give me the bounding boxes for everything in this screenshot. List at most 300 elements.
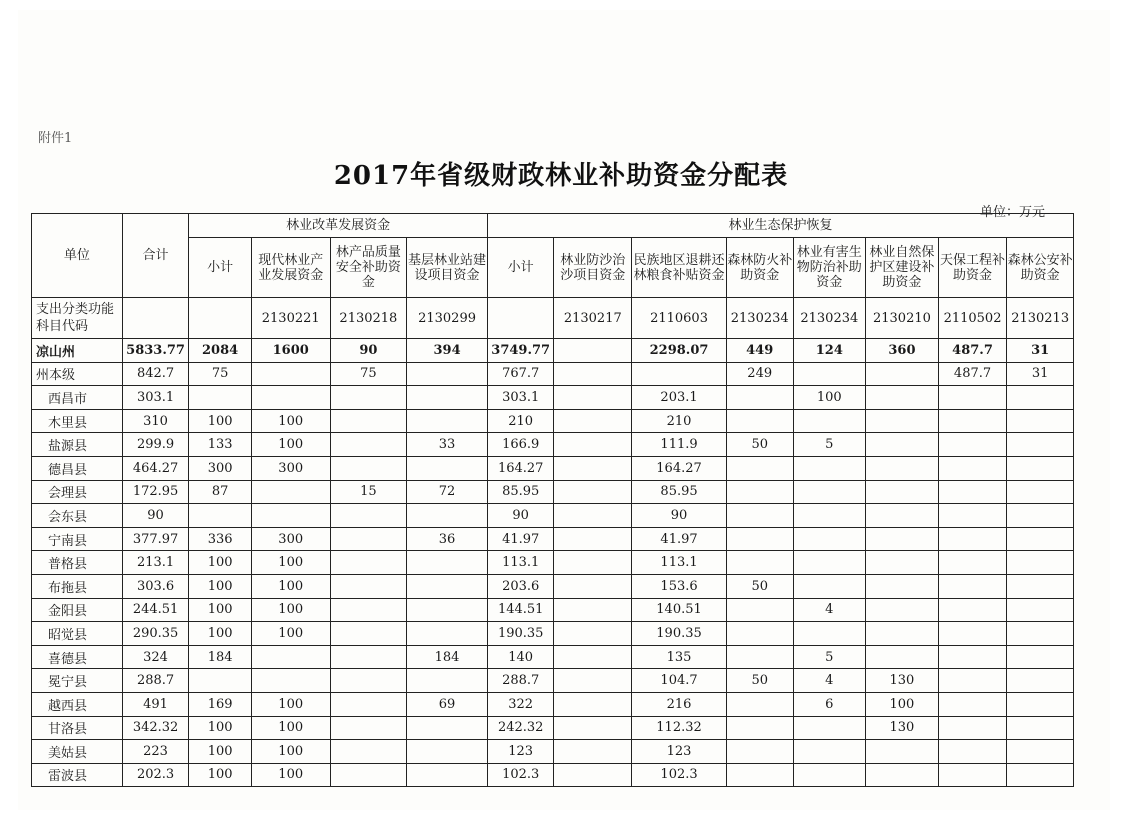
row-unit-name: 普格县: [32, 551, 123, 575]
table-cell: 360: [866, 339, 939, 363]
table-cell: 5: [793, 433, 866, 457]
table-cell: 100: [251, 433, 330, 457]
table-row: [32, 740, 1074, 764]
table-cell: 100: [251, 409, 330, 433]
table-cell: 100: [189, 716, 252, 740]
table-cell: 487.7: [938, 339, 1007, 363]
table-cell: [1007, 740, 1074, 764]
table-cell: [1007, 433, 1074, 457]
table-cell: [251, 669, 330, 693]
table-cell: [866, 645, 939, 669]
table-cell: [251, 362, 330, 386]
table-cell: [726, 527, 793, 551]
table-cell: [554, 692, 632, 716]
table-cell: 164.27: [487, 456, 554, 480]
table-cell: [554, 339, 632, 363]
table-cell: 36: [407, 527, 488, 551]
table-cell: [1007, 692, 1074, 716]
code-row-label: 支出分类功能科目代码: [32, 298, 123, 339]
table-cell: 124: [793, 339, 866, 363]
table-cell: 394: [407, 339, 488, 363]
table-cell: 113.1: [632, 551, 727, 575]
table-cell: 288.7: [122, 669, 189, 693]
table-cell: 123: [487, 740, 554, 764]
table-cell: [793, 716, 866, 740]
table-cell: [726, 386, 793, 410]
table-cell: 100: [251, 692, 330, 716]
table-cell: [330, 645, 407, 669]
table-cell: [251, 480, 330, 504]
table-cell: 464.27: [122, 456, 189, 480]
table-cell: 102.3: [487, 763, 554, 787]
table-cell: [1007, 669, 1074, 693]
table-cell: 164.27: [632, 456, 727, 480]
table-cell: 342.32: [122, 716, 189, 740]
table-cell: [866, 409, 939, 433]
table-cell: [330, 692, 407, 716]
row-unit-name: 雷波县: [32, 763, 123, 787]
table-cell: [407, 716, 488, 740]
table-cell: 135: [632, 645, 727, 669]
table-cell: [1007, 527, 1074, 551]
code-cell: [189, 298, 252, 339]
table-cell: 324: [122, 645, 189, 669]
table-cell: 100: [793, 386, 866, 410]
row-unit-name: 冕宁县: [32, 669, 123, 693]
table-cell: 41.97: [487, 527, 554, 551]
table-cell: [793, 409, 866, 433]
table-cell: 112.32: [632, 716, 727, 740]
table-cell: [554, 551, 632, 575]
table-cell: [1007, 456, 1074, 480]
table-cell: 72: [407, 480, 488, 504]
table-cell: 223: [122, 740, 189, 764]
table-cell: [330, 504, 407, 528]
table-cell: [554, 763, 632, 787]
table-cell: [1007, 622, 1074, 646]
table-cell: [938, 716, 1007, 740]
table-cell: 172.95: [122, 480, 189, 504]
header-nature-reserve: 林业自然保护区建设补助资金: [866, 238, 939, 298]
table-cell: 2084: [189, 339, 252, 363]
row-unit-name: 甘洛县: [32, 716, 123, 740]
table-cell: [407, 551, 488, 575]
code-cell: 2110603: [632, 298, 727, 339]
table-cell: 90: [632, 504, 727, 528]
table-cell: 87: [189, 480, 252, 504]
table-cell: 5833.77: [122, 339, 189, 363]
table-cell: [407, 386, 488, 410]
header-forest-police: 森林公安补助资金: [1007, 238, 1074, 298]
header-product-quality: 林产品质量安全补助资金: [330, 238, 407, 298]
table-cell: [866, 598, 939, 622]
table-cell: [554, 480, 632, 504]
table-cell: [407, 598, 488, 622]
table-cell: [330, 551, 407, 575]
table-cell: [726, 551, 793, 575]
table-cell: 169: [189, 692, 252, 716]
table-cell: [407, 763, 488, 787]
table-cell: [330, 716, 407, 740]
table-cell: [554, 740, 632, 764]
header-group-reform: 林业改革发展资金: [189, 214, 488, 238]
table-cell: [938, 456, 1007, 480]
table-cell: 491: [122, 692, 189, 716]
table-cell: 31: [1007, 362, 1074, 386]
table-cell: [251, 504, 330, 528]
row-unit-name: 布拖县: [32, 574, 123, 598]
table-cell: [938, 527, 1007, 551]
table-cell: 33: [407, 433, 488, 457]
table-cell: [938, 433, 1007, 457]
table-cell: [726, 763, 793, 787]
table-cell: [407, 362, 488, 386]
row-unit-name: 越西县: [32, 692, 123, 716]
table-cell: 303.1: [122, 386, 189, 410]
header-natural-forest: 天保工程补助资金: [938, 238, 1007, 298]
code-cell: [122, 298, 189, 339]
table-row: [32, 716, 1074, 740]
header-grassroots-station: 基层林业站建设项目资金: [407, 238, 488, 298]
table-cell: [793, 527, 866, 551]
table-row: [32, 386, 1074, 410]
table-cell: 140: [487, 645, 554, 669]
header-fire-prevention: 森林防火补助资金: [726, 238, 793, 298]
table-cell: [726, 740, 793, 764]
table-row: [32, 598, 1074, 622]
row-unit-name: 宁南县: [32, 527, 123, 551]
table-cell: 90: [330, 339, 407, 363]
table-cell: [1007, 409, 1074, 433]
unit-note: 单位：万元: [980, 205, 1046, 220]
table-cell: 104.7: [632, 669, 727, 693]
table-cell: [938, 740, 1007, 764]
row-unit-name: 金阳县: [32, 598, 123, 622]
table-cell: 310: [122, 409, 189, 433]
table-cell: [554, 527, 632, 551]
header-pest-control: 林业有害生物防治补助资金: [793, 238, 866, 298]
table-row: [32, 480, 1074, 504]
table-row: [32, 574, 1074, 598]
table-cell: [866, 433, 939, 457]
page-title: 2017年省级财政林业补助资金分配表: [333, 161, 789, 191]
table-cell: [1007, 645, 1074, 669]
table-cell: 153.6: [632, 574, 727, 598]
table-cell: [726, 716, 793, 740]
table-cell: 100: [189, 574, 252, 598]
table-cell: [938, 669, 1007, 693]
table-cell: 1600: [251, 339, 330, 363]
table-cell: [726, 409, 793, 433]
table-cell: 300: [189, 456, 252, 480]
table-cell: 100: [251, 622, 330, 646]
table-cell: [407, 574, 488, 598]
row-unit-name: 西昌市: [32, 386, 123, 410]
table-cell: 133: [189, 433, 252, 457]
row-unit-name: 盐源县: [32, 433, 123, 457]
table-cell: 113.1: [487, 551, 554, 575]
table-cell: 90: [487, 504, 554, 528]
table-cell: 487.7: [938, 362, 1007, 386]
table-cell: 31: [1007, 339, 1074, 363]
table-cell: [554, 598, 632, 622]
table-cell: 100: [251, 574, 330, 598]
table-cell: [330, 574, 407, 598]
row-unit-name: 凉山州: [32, 339, 123, 363]
table-cell: [726, 456, 793, 480]
table-row: [32, 362, 1074, 386]
table-cell: 300: [251, 456, 330, 480]
table-cell: 290.35: [122, 622, 189, 646]
table-cell: 336: [189, 527, 252, 551]
table-cell: 203.1: [632, 386, 727, 410]
table-cell: [938, 480, 1007, 504]
table-cell: [793, 622, 866, 646]
table-cell: 85.95: [487, 480, 554, 504]
table-cell: [407, 409, 488, 433]
table-cell: 5: [793, 645, 866, 669]
table-cell: [554, 386, 632, 410]
table-cell: [407, 622, 488, 646]
table-cell: [1007, 504, 1074, 528]
table-cell: 2298.07: [632, 339, 727, 363]
table-cell: 767.7: [487, 362, 554, 386]
table-cell: [938, 574, 1007, 598]
row-unit-name: 会东县: [32, 504, 123, 528]
table-cell: [330, 622, 407, 646]
table-cell: 100: [251, 740, 330, 764]
table-cell: [554, 716, 632, 740]
code-cell: [487, 298, 554, 339]
table-cell: [866, 763, 939, 787]
header-modern-forestry: 现代林业产业发展资金: [251, 238, 330, 298]
table-cell: 216: [632, 692, 727, 716]
table-cell: [726, 598, 793, 622]
table-cell: [866, 622, 939, 646]
table-cell: 303.6: [122, 574, 189, 598]
table-cell: [1007, 763, 1074, 787]
table-cell: [866, 504, 939, 528]
table-cell: 210: [632, 409, 727, 433]
table-cell: [793, 504, 866, 528]
table-row: [32, 409, 1074, 433]
table-cell: [726, 504, 793, 528]
table-row: [32, 551, 1074, 575]
table-cell: [554, 456, 632, 480]
table-cell: 210: [487, 409, 554, 433]
table-cell: 166.9: [487, 433, 554, 457]
table-cell: 184: [189, 645, 252, 669]
table-cell: 4: [793, 598, 866, 622]
table-cell: [938, 504, 1007, 528]
code-cell: 2130218: [330, 298, 407, 339]
table-cell: 299.9: [122, 433, 189, 457]
table-cell: 190.35: [632, 622, 727, 646]
attachment-label: 附件1: [38, 131, 73, 146]
table-cell: 449: [726, 339, 793, 363]
table-cell: [793, 480, 866, 504]
table-cell: [330, 433, 407, 457]
table-cell: 244.51: [122, 598, 189, 622]
code-cell: 2130213: [1007, 298, 1074, 339]
row-unit-name: 会理县: [32, 480, 123, 504]
code-cell: 2130234: [726, 298, 793, 339]
table-cell: [938, 645, 1007, 669]
table-cell: [407, 456, 488, 480]
table-cell: [726, 622, 793, 646]
code-row: [32, 298, 1074, 339]
table-row: [32, 669, 1074, 693]
row-unit-name: 喜德县: [32, 645, 123, 669]
table-cell: [554, 409, 632, 433]
row-unit-name: 美姑县: [32, 740, 123, 764]
table-cell: 303.1: [487, 386, 554, 410]
table-cell: [793, 551, 866, 575]
code-cell: 2130299: [407, 298, 488, 339]
table-cell: 100: [866, 692, 939, 716]
code-cell: 2130217: [554, 298, 632, 339]
table-cell: [1007, 480, 1074, 504]
table-cell: 130: [866, 669, 939, 693]
table-cell: [793, 362, 866, 386]
table-cell: 300: [251, 527, 330, 551]
header-ethnic-grain: 民族地区退耕还林粮食补贴资金: [632, 238, 727, 298]
table-cell: [866, 551, 939, 575]
table-cell: [938, 386, 1007, 410]
code-cell: 2130234: [793, 298, 866, 339]
header-eco-subtotal: 小计: [487, 238, 554, 298]
table-cell: 4: [793, 669, 866, 693]
table-cell: 75: [330, 362, 407, 386]
table-cell: [726, 480, 793, 504]
header-group-eco: 林业生态保护恢复: [487, 214, 1073, 238]
table-cell: 100: [189, 622, 252, 646]
table-cell: 100: [251, 551, 330, 575]
table-cell: 130: [866, 716, 939, 740]
table-cell: [866, 456, 939, 480]
table-cell: 100: [251, 598, 330, 622]
table-cell: [938, 622, 1007, 646]
table-cell: [1007, 716, 1074, 740]
table-cell: 3749.77: [487, 339, 554, 363]
table-cell: [938, 763, 1007, 787]
row-unit-name: 州本级: [32, 362, 123, 386]
table-cell: 50: [726, 669, 793, 693]
table-cell: 322: [487, 692, 554, 716]
row-unit-name: 木里县: [32, 409, 123, 433]
table-cell: [251, 645, 330, 669]
table-cell: 50: [726, 574, 793, 598]
code-cell: 2130210: [866, 298, 939, 339]
table-cell: [866, 362, 939, 386]
table-cell: [407, 669, 488, 693]
table-cell: [632, 362, 727, 386]
table-cell: [866, 527, 939, 551]
table-cell: [1007, 551, 1074, 575]
allocation-table-container: [31, 213, 1074, 793]
table-cell: [793, 763, 866, 787]
table-cell: 69: [407, 692, 488, 716]
table-row: [32, 645, 1074, 669]
table-cell: [407, 504, 488, 528]
table-cell: [866, 480, 939, 504]
table-cell: [554, 574, 632, 598]
table-cell: [554, 433, 632, 457]
table-cell: 50: [726, 433, 793, 457]
table-cell: 100: [189, 409, 252, 433]
table-row: [32, 456, 1074, 480]
header-desertification: 林业防沙治沙项目资金: [554, 238, 632, 298]
table-cell: [866, 740, 939, 764]
table-cell: 100: [251, 716, 330, 740]
table-cell: [189, 386, 252, 410]
table-cell: [793, 574, 866, 598]
table-cell: [938, 692, 1007, 716]
table-cell: [554, 504, 632, 528]
table-row: [32, 504, 1074, 528]
code-cell: 2110502: [938, 298, 1007, 339]
table-cell: 100: [189, 598, 252, 622]
table-cell: 100: [251, 763, 330, 787]
table-cell: 202.3: [122, 763, 189, 787]
table-cell: [189, 504, 252, 528]
table-cell: 377.97: [122, 527, 189, 551]
table-cell: [866, 386, 939, 410]
table-cell: 203.6: [487, 574, 554, 598]
header-unit: 单位: [32, 214, 123, 298]
table-cell: 288.7: [487, 669, 554, 693]
table-cell: [938, 409, 1007, 433]
table-cell: [866, 574, 939, 598]
table-cell: 90: [122, 504, 189, 528]
table-cell: 111.9: [632, 433, 727, 457]
table-cell: [554, 362, 632, 386]
table-cell: [407, 740, 488, 764]
table-cell: [330, 740, 407, 764]
table-cell: [251, 386, 330, 410]
table-cell: [189, 669, 252, 693]
table-row: [32, 527, 1074, 551]
table-cell: 123: [632, 740, 727, 764]
table-cell: [793, 456, 866, 480]
table-cell: [330, 598, 407, 622]
table-cell: 100: [189, 763, 252, 787]
row-unit-name: 昭觉县: [32, 622, 123, 646]
table-cell: 41.97: [632, 527, 727, 551]
table-cell: [1007, 598, 1074, 622]
table-cell: [726, 645, 793, 669]
table-row: [32, 622, 1074, 646]
header-reform-subtotal: 小计: [189, 238, 252, 298]
table-cell: 144.51: [487, 598, 554, 622]
table-cell: 140.51: [632, 598, 727, 622]
table-cell: 213.1: [122, 551, 189, 575]
table-cell: [938, 551, 1007, 575]
table-cell: [726, 692, 793, 716]
header-total: 合计: [122, 214, 189, 298]
table-cell: 190.35: [487, 622, 554, 646]
table-cell: 85.95: [632, 480, 727, 504]
table-cell: [938, 598, 1007, 622]
table-row: [32, 433, 1074, 457]
table-cell: [1007, 386, 1074, 410]
table-cell: [330, 763, 407, 787]
table-cell: [554, 622, 632, 646]
table-row: [32, 763, 1074, 787]
row-unit-name: 德昌县: [32, 456, 123, 480]
table-cell: 15: [330, 480, 407, 504]
table-cell: 842.7: [122, 362, 189, 386]
